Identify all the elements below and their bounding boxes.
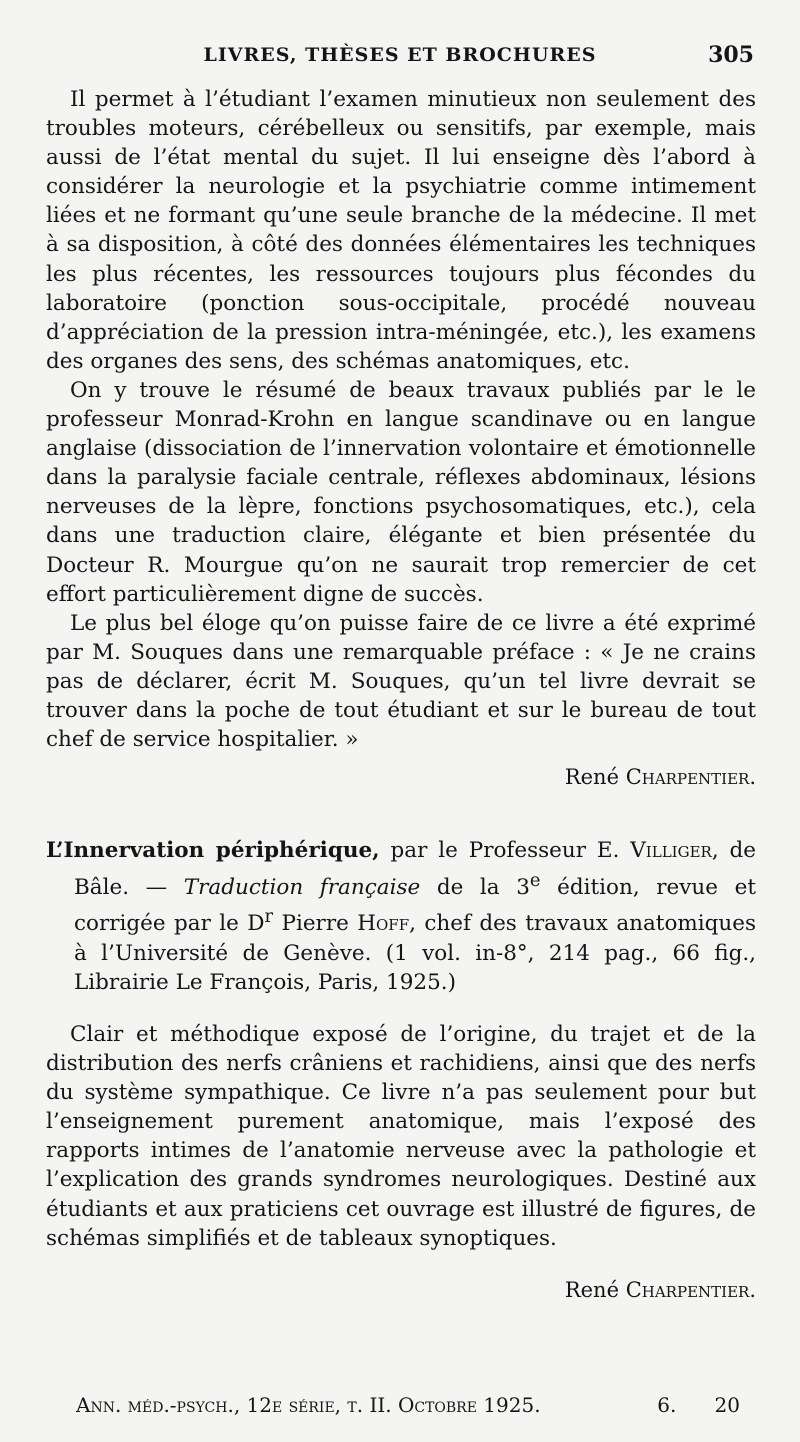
review2-place: , de Bâle. —	[74, 838, 756, 900]
review2-edition-sup: e	[529, 869, 541, 891]
review2-paragraph-1: Clair et méthodique exposé de l’origine, du trajet et de la distribution des nerfs crâniens et rachidiens, ainsi que des nerfs du système sympathique. Ce livre n’a pas seulement pour but l’enseignement purement anatomique, mais l’exposé des rapports intimes de l’anatomie nerveuse avec la pathologie et l’explication des grands syndromes neurologiques. Destiné aux étudiants et aux praticiens cet ouvrage est illustré de figures, de schémas simplifiés et de tableaux synoptiques.	[46, 1021, 756, 1251]
review2-signature-first: René	[564, 1277, 620, 1302]
review1-signature-first: René	[564, 765, 620, 790]
review2-author: Villiger	[630, 838, 712, 864]
footer-signature-mark: 6.	[657, 1393, 677, 1417]
review2-by: par le Professeur E.	[379, 838, 631, 864]
review1-signature-last: Charpentier.	[625, 765, 756, 790]
review1-paragraph-1: Il permet à l’étudiant l’examen minutieux non seulement des troubles moteurs, cérébelleux ou sensitifs, par exemple, mais aussi de l’état mental du sujet. Il lui enseigne dès l’abord à considérer la neurologie et la psychiatrie comme intimement liées et ne formant qu’une seule branche de la médecine. Il met à sa disposition, à côté des données élémentaires les techniques les plus récentes, les ressources toujours plus fécondes du laboratoire (ponction sous-occipitale, procédé nouveau d’appréciation de la pression intra-méningée, etc.), les examens des organes des sens, des schémas anatomiques, etc.	[46, 87, 756, 374]
review2-book-title: L’Innervation périphérique,	[46, 838, 380, 864]
page-number: 305	[708, 42, 754, 68]
review2-translator: Hoff	[357, 911, 410, 937]
review2-edition-post: édition, revue et corrigée par le D	[74, 874, 756, 937]
review2-translation: Traduction française	[183, 874, 421, 900]
review2-edition-pre: de la 3	[420, 874, 530, 900]
review2-dr-sup: r	[264, 906, 274, 928]
page-body	[46, 85, 756, 1305]
running-header	[0, 38, 800, 78]
review2-bibliographic-entry	[46, 836, 756, 998]
footer-journal: Ann. méd.-psych., 12e série, t. II. Octobre 1925.	[76, 1393, 541, 1417]
review1-paragraph-2: On y trouve le résumé de beaux travaux publiés par le le professeur Monrad-Krohn en langue scandinave ou en langue anglaise (dissociation de l’innervation volontaire et émotionnelle dans la paralysie faciale centrale, réflexes abdominaux, lésions nerveuses de la lèpre, fonctions psychosomatiques, etc.), cela dans une traduction claire, élégante et bien présentée du Docteur R. Mourgue qu’on ne saurait trop remercier de cet effort particulièrement digne de succès.	[46, 377, 756, 607]
review2-signature-last: Charpentier.	[625, 1277, 756, 1302]
header-title: LIVRES, THÈSES ET BROCHURES	[203, 44, 597, 66]
footer-sheet-number: 20	[714, 1393, 740, 1417]
review1-paragraph-3: Le plus bel éloge qu’on puisse faire de ce livre a été exprimé par M. Souques dans une remarquable préface : « Je ne crains pas de déclarer, écrit M. Souques, qu’un tel livre devrait se trouver dans la poche de tout étudiant et sur le bureau de tout chef de service hospitalier. »	[46, 610, 756, 753]
review1-signature	[46, 762, 756, 792]
page-footer	[76, 1393, 740, 1417]
footer-sheet	[657, 1393, 740, 1417]
review2-translator-first: Pierre	[273, 911, 358, 937]
review2-signature	[46, 1275, 756, 1305]
review2-details: , chef des travaux anatomiques à l’Université de Genève. (1 vol. in-8°, 214 pag., 66 fig., Librairie Le François, Paris, 1925.)	[74, 911, 757, 996]
